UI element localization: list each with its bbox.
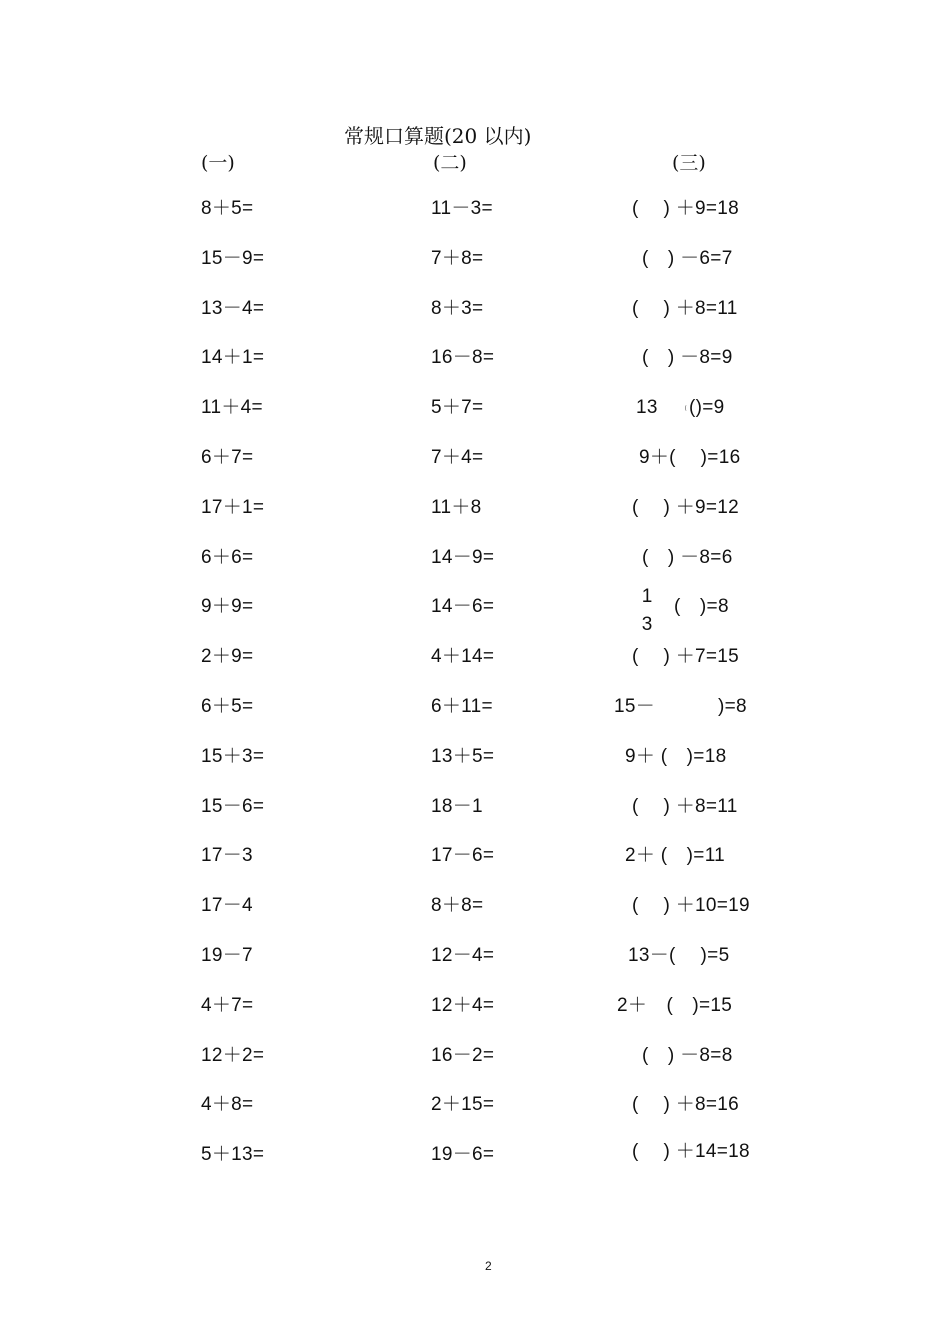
problem-item: 15＋3= [201,745,265,767]
problem-item: 17－6= [431,845,495,867]
problem-item: 14＋1= [201,347,265,369]
problem-item: ( ) －8=9 [642,347,733,368]
problem-item-part: ()=9 [689,397,725,418]
problem-item: 17＋1= [201,496,265,518]
problem-item: 5＋7= [431,397,484,419]
problem-item: ( ) ＋8=11 [632,796,738,817]
problem-item: 8＋8= [431,895,484,917]
page-title: 常规口算题(20 以内) [344,124,532,148]
problem-item: 9＋9= [201,596,254,618]
problem-item: 4＋14= [431,646,495,668]
problem-item: ( ) ＋10=19 [632,895,750,916]
problem-item: 14－6= [431,596,495,618]
problem-item: 11＋8 [431,496,482,518]
problem-item: 4＋7= [201,994,254,1016]
problem-item: ( ) －6=7 [642,248,733,269]
problem-item: 13－4= [201,297,265,319]
problem-item: 19－6= [431,1144,495,1166]
problem-item: 12＋2= [201,1044,265,1066]
problem-item: 7＋4= [431,446,484,468]
problem-item-part: 15－ [614,696,656,717]
problem-item: 13＋5= [431,745,495,767]
problem-item-part: 13 [636,397,658,418]
stacked-digit-bottom: 3 [641,614,653,635]
problem-item: 17－4 [201,895,253,917]
problem-item: ( ) ＋8=16 [632,1094,740,1115]
problem-item: 12＋4= [431,994,495,1016]
problem-item: ( ) －8=8 [642,1045,733,1066]
problem-item: ( ) －8=6 [642,547,733,568]
problem-item: 19－7 [201,944,253,966]
problem-item: 8＋3= [431,297,484,319]
problem-item: 6＋7= [201,446,254,468]
stacked-digit-top: 1 [641,586,653,607]
problem-item: 7＋8= [431,247,484,269]
stacked-number [640,583,654,639]
column-header-1: (一) [201,152,235,174]
problem-item: 9＋( )=16 [639,447,741,468]
problem-item: 6＋5= [201,695,254,717]
problem-column-2 [431,196,494,1192]
problem-item: 11＋4= [201,397,263,419]
problem-item: 15－6= [201,795,265,817]
problem-item: 9＋ ( )=18 [625,746,727,767]
problem-item: 17－3 [201,845,253,867]
problem-column-1 [201,196,264,1192]
problem-item: 2＋ ( )=15 [617,995,733,1016]
problem-item: ( ) ＋9=18 [632,198,740,219]
problem-item: 8＋5= [201,198,254,219]
problem-item: 11－3= [431,198,493,219]
problem-item: ( ) ＋14=18 [632,1141,750,1162]
problem-item: 12－4= [431,944,495,966]
column-header-3: (三) [672,152,706,174]
page-number: 2 [485,1259,492,1273]
problem-item: 2＋15= [431,1094,495,1116]
column-header-2: (二) [433,152,467,174]
problem-item: 6＋11= [431,695,493,717]
problem-item: ( ) ＋8=11 [632,298,738,319]
problem-item: ( ) ＋9=12 [632,497,740,518]
problem-item: 5＋13= [201,1144,265,1166]
problem-item: 16－2= [431,1044,495,1066]
problem-item: 18－1 [431,795,483,817]
problem-item: 2＋9= [201,646,254,668]
problem-item-part: )=8 [718,696,747,717]
problem-item: 2＋ ( )=11 [625,845,726,866]
problem-item-part: ( )=8 [674,596,729,617]
problem-item: ( ) ＋7=15 [632,646,740,667]
problem-item: 14－9= [431,546,495,568]
problem-item: 6＋6= [201,546,254,568]
problem-item: 16－8= [431,347,495,369]
problem-item: 13－( )=5 [628,945,730,966]
problem-item: 15－9= [201,247,265,269]
problem-item: 4＋8= [201,1094,254,1116]
